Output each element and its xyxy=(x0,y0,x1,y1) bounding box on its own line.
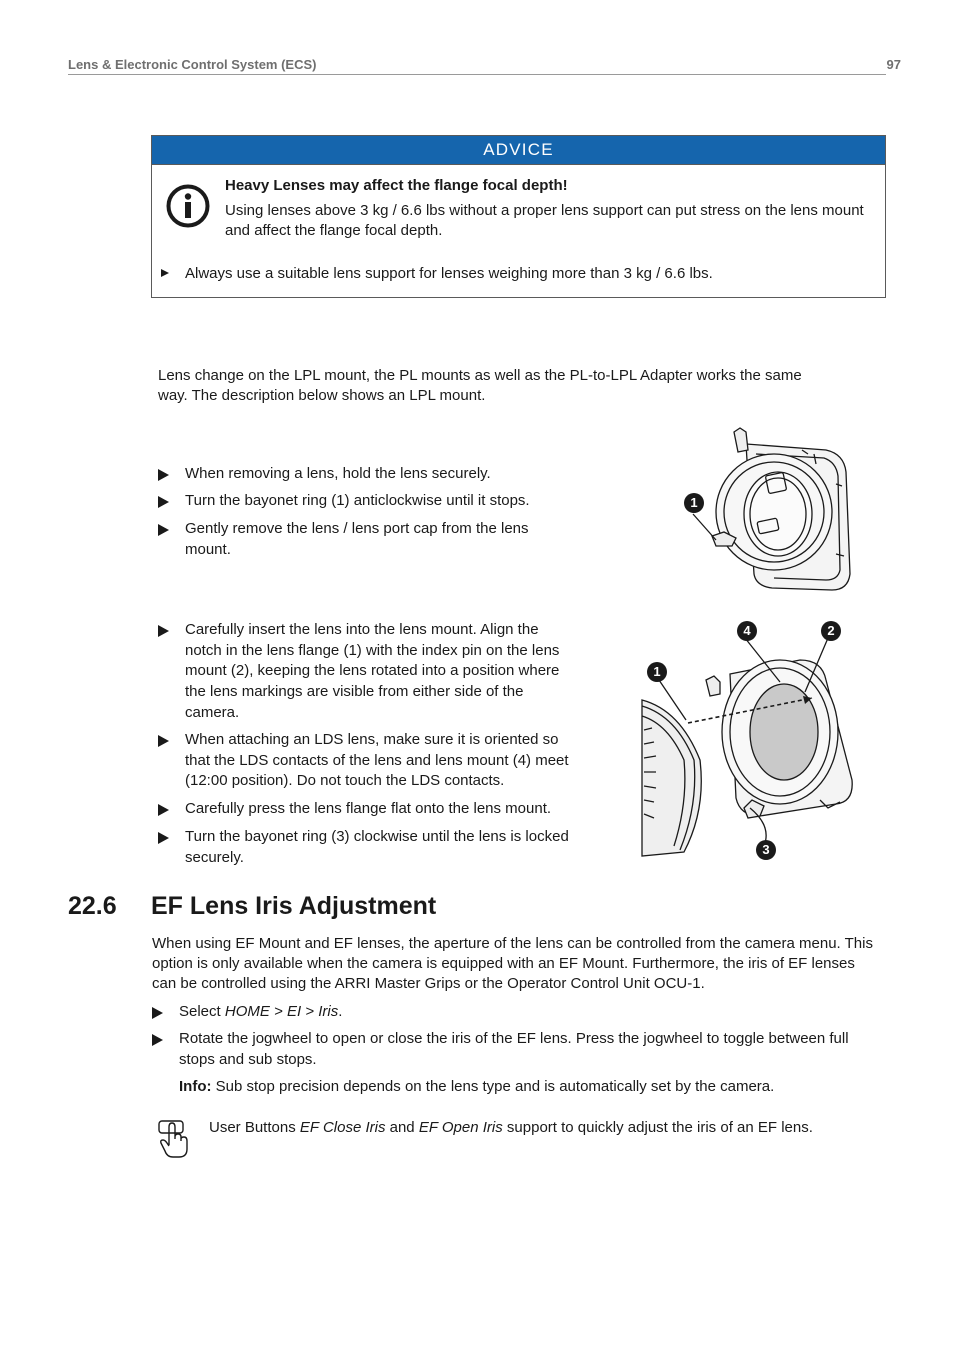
advice-bullet-text: Always use a suitable lens support for lenses weighing more than 3 kg / 6.6 lbs. xyxy=(185,265,713,282)
bullet-arrow-icon xyxy=(158,625,169,637)
step-text-suffix: . xyxy=(338,1003,343,1020)
button-name: EF Close Iris xyxy=(299,1119,386,1136)
callout-marker: 1 xyxy=(647,662,667,682)
list-item-text: When attaching an LDS lens, make sure it is oriented so that the LDS contacts of the lens and lens mount (4) meet (12:00 position). Do not touch the LDS contacts. xyxy=(185,731,569,790)
list-item xyxy=(152,1029,874,1070)
list-item-text xyxy=(152,1002,874,1023)
note-text: User Buttons xyxy=(209,1119,300,1136)
callout-marker: 4 xyxy=(737,621,757,641)
hand-pointer-icon xyxy=(157,1119,191,1159)
list-item-text: Turn the bayonet ring (3) clockwise until the lens is locked securely. xyxy=(185,828,569,866)
lens-insertion-illustration xyxy=(640,620,855,860)
advice-title: Heavy Lenses may affect the flange focal depth! xyxy=(225,177,568,194)
section-paragraph: When using EF Mount and EF lenses, the aperture of the lens can be controlled from the camera menu. This option is only available when the camera is equipped with an EF Mount. Furthermore, the iris of EF lenses can be controlled using the ARRI Master Grips or the Operator Control Unit OCU-1. xyxy=(152,935,873,992)
section-number: 22.6 xyxy=(68,892,117,920)
bullet-arrow-icon xyxy=(158,832,169,844)
callout-marker: 2 xyxy=(821,621,841,641)
advice-box xyxy=(151,135,886,298)
section-title: EF Lens Iris Adjustment xyxy=(151,892,437,920)
bullet-arrow-icon xyxy=(152,1034,163,1046)
list-item-text: Carefully press the lens flange flat onto the lens mount. xyxy=(185,800,552,817)
list-item xyxy=(158,730,578,792)
advice-bullet xyxy=(161,265,713,282)
advice-body: Using lenses above 3 kg / 6.6 lbs without a proper lens support can put stress on the lens mount and affect the flange focal depth. xyxy=(225,202,864,239)
intro-paragraph: Lens change on the LPL mount, the PL mounts as well as the PL-to-LPL Adapter works the same way. The description below shows an LPL mount. xyxy=(158,367,802,404)
list-item-text: Turn the bayonet ring (1) anticlockwise until it stops. xyxy=(185,492,530,509)
step-text: Select xyxy=(179,1003,225,1020)
user-buttons-note xyxy=(209,1119,813,1136)
list-item xyxy=(158,620,578,724)
bullet-arrow-icon xyxy=(152,1007,163,1019)
bullet-arrow-icon xyxy=(158,496,169,508)
bullet-arrow-icon xyxy=(161,269,169,277)
list-item-text: Rotate the jogwheel to open or close the iris of the EF lens. Press the jogwheel to toggle between full stops and sub stops. xyxy=(179,1030,849,1068)
note-text: and xyxy=(385,1119,419,1136)
bullet-arrow-icon xyxy=(158,469,169,481)
info-icon xyxy=(166,184,210,228)
bullet-arrow-icon xyxy=(158,735,169,747)
lpl-mount-illustration xyxy=(676,424,856,596)
list-item xyxy=(158,464,578,485)
bullet-arrow-icon xyxy=(158,804,169,816)
list-item xyxy=(158,491,578,512)
list-item xyxy=(158,799,583,820)
callout-marker: 3 xyxy=(756,840,776,860)
running-header-title: Lens & Electronic Control System (ECS) xyxy=(68,57,317,72)
callout-marker: 1 xyxy=(684,493,704,513)
header-rule xyxy=(68,74,886,75)
page-number: 97 xyxy=(886,57,901,72)
list-item xyxy=(158,827,578,868)
info-label: Info: xyxy=(179,1078,212,1095)
bullet-arrow-icon xyxy=(158,524,169,536)
list-item-text: Gently remove the lens / lens port cap from the lens mount. xyxy=(185,520,529,558)
info-note xyxy=(179,1078,774,1095)
info-text: Sub stop precision depends on the lens type and is automatically set by the camera. xyxy=(211,1078,775,1095)
menu-path: HOME > EI > Iris xyxy=(224,1003,339,1020)
note-text: support to quickly adjust the iris of an EF lens. xyxy=(502,1119,813,1136)
button-name: EF Open Iris xyxy=(418,1119,503,1136)
list-item xyxy=(152,1002,874,1023)
list-item xyxy=(158,519,578,560)
advice-heading: ADVICE xyxy=(152,136,885,165)
list-item-text: When removing a lens, hold the lens securely. xyxy=(185,465,491,482)
list-item-text: Carefully insert the lens into the lens mount. Align the notch in the lens flange (1) with the index pin on the lens mount (2), keeping the lens rotated into a position where the lens markings are visible from either side of the camera. xyxy=(185,621,560,721)
